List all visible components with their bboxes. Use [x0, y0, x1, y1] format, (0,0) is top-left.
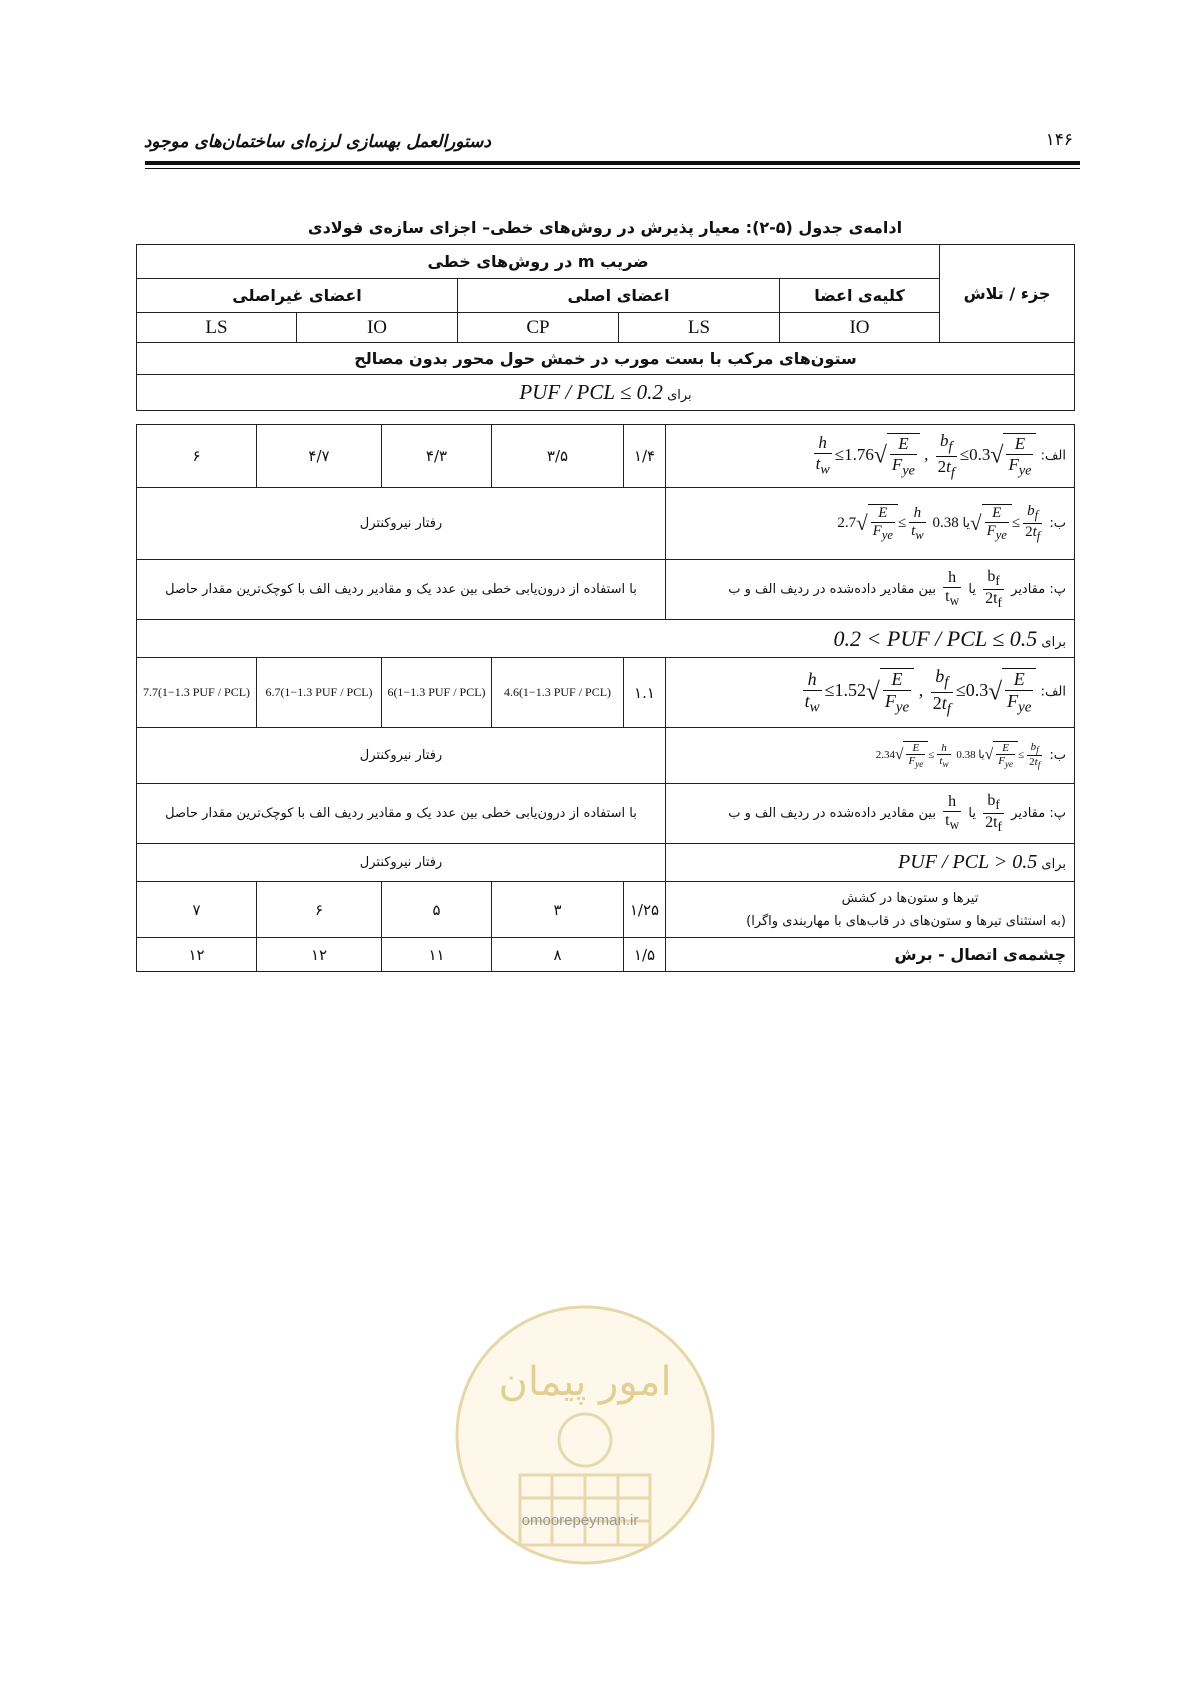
between-label: بین مقادیر داده‌شده در ردیف الف و ب: [728, 582, 936, 597]
alef-label: الف:: [1040, 448, 1066, 464]
ya-label: یا: [962, 515, 971, 531]
panel-secondary-ls: ۱۲: [137, 938, 257, 972]
component-header: جزء / تلاش: [940, 245, 1075, 343]
watermark-logo-text: امور پیمان: [498, 1359, 672, 1405]
case2-criterion-a: [666, 658, 1075, 728]
alef-label: الف:: [1040, 685, 1066, 700]
tension-secondary-io: ۶: [257, 882, 382, 938]
between-label: بین مقادیر داده‌شده در ردیف الف و ب: [728, 806, 936, 821]
slenderness-formula: $\frac{h}{t_w}$ ≤1.52√ $\frac{E}{F_{ye}}$ , $\frac{b_f}{2t_f}$ ≤0.3√ $\frac{E}{F_{ye}}$: [800, 666, 1037, 718]
tension-sublabel: (به استثنای تیرها و ستون‌های در قاب‌های با مهاربندی واگرا): [746, 913, 1066, 929]
case1-a-primary-cp: ۴/۳: [382, 425, 492, 488]
case1-a-secondary-io: ۴/۷: [257, 425, 382, 488]
panel-primary-cp: ۱۱: [382, 938, 492, 972]
case1-a-secondary-ls: ۶: [137, 425, 257, 488]
case1-b-note: رفتار نیروکنترل: [137, 488, 666, 560]
case2-condition-row: [137, 620, 1075, 658]
section-title: ستون‌های مرکب با بست مورب در خمش حول محور بدون مصالح: [137, 343, 1075, 375]
tension-label: تیرها و ستون‌ها در کشش: [841, 890, 979, 906]
ratio-formula: $\frac{h}{t_w}$: [945, 569, 960, 609]
case2-c-note: با استفاده از درون‌یابی خطی بین عدد یک و مقادیر ردیف الف با کوچک‌ترین مقدار حاصل: [137, 784, 666, 844]
case1-condition: PUF / PCL ≤ 0.2: [519, 380, 663, 404]
case2-criterion-c: [666, 784, 1075, 844]
slenderness-formula: $\frac{h}{t_w}$ ≤1.76√ $\frac{E}{F_{ye}}$ , $\frac{b_f}{2t_f}$ ≤0.3√ $\frac{E}{F_{ye}}$: [811, 431, 1037, 481]
ratio-formula: $\frac{b_f}{2t_f}$: [985, 791, 1002, 835]
case2-a-all-io: ۱.۱: [624, 658, 666, 728]
table-caption: ادامه‌ی جدول (۵-۲): معیار پذیرش در روش‌های خطی– اجزای سازه‌ی فولادی: [307, 218, 903, 237]
pe-label: پ:: [1049, 806, 1066, 821]
case3-condition: PUF / PCL > 0.5: [898, 851, 1038, 873]
case2-a-primary-cp: 6(1−1.3 PUF / PCL): [382, 658, 492, 728]
running-header-title: دستورالعمل بهسازی لرزه‌ای ساختمان‌های موجود: [143, 132, 491, 152]
tension-all-io: ۱/۲۵: [624, 882, 666, 938]
watermark-url: omoorepeyman.ir: [521, 1512, 639, 1529]
panel-zone-label: چشمه‌ی اتصال - برش: [666, 938, 1075, 972]
slenderness-formula: 2.34√ $\frac{E}{F_{ye}}$ ≤ $\frac{h}{t_w}$ یا 0.38 √ $\frac{E}{F_{ye}}$ ≤ $\frac{b_f}{2t_f}$: [875, 740, 1041, 771]
slenderness-formula: 2.7√ $\frac{E}{F_{ye}}$ ≤ $\frac{h}{t_w}$ یا 0.38 √ $\frac{E}{F_{ye}}$ ≤ $\frac{b_f}{2t_f}$: [837, 503, 1041, 543]
case1-a-primary-ls: ۳/۵: [492, 425, 624, 488]
level-io-secondary: IO: [297, 313, 458, 343]
case1-a-all-io: ۱/۴: [624, 425, 666, 488]
tension-primary-cp: ۵: [382, 882, 492, 938]
all-members-header: کلیه‌ی اعضا: [780, 279, 940, 313]
be-label: ب:: [1049, 748, 1066, 763]
maghadir-label: مقادیر: [1011, 582, 1046, 597]
case1-criterion-b: [666, 488, 1075, 560]
case2-a-secondary-io: 6.7(1−1.3 PUF / PCL): [257, 658, 382, 728]
case3-note: رفتار نیروکنترل: [137, 844, 666, 882]
m-factor-header: ضریب m در روش‌های خطی: [137, 245, 940, 279]
case2-b-note: رفتار نیروکنترل: [137, 728, 666, 784]
baraye-label: برای: [1041, 857, 1066, 872]
be-label: ب:: [1049, 516, 1066, 531]
ratio-formula: $\frac{b_f}{2t_f}$: [985, 567, 1002, 611]
baraye-label: برای: [667, 388, 692, 403]
table-body-block: [136, 424, 1075, 972]
watermark-logo: [450, 1300, 720, 1570]
header-rule-thin: [145, 168, 1080, 169]
ya-label: یا: [968, 582, 976, 597]
table-header-block: [136, 244, 1075, 411]
tension-primary-ls: ۳: [492, 882, 624, 938]
case1-condition-row: [137, 375, 1075, 411]
secondary-members-header: اعضای غیراصلی: [137, 279, 458, 313]
panel-secondary-io: ۱۲: [257, 938, 382, 972]
case3-condition-cell: [666, 844, 1075, 882]
primary-members-header: اعضای اصلی: [458, 279, 780, 313]
maghadir-label: مقادیر: [1011, 806, 1046, 821]
tension-row-label: [666, 882, 1075, 938]
case1-criterion-a: [666, 425, 1075, 488]
case2-criterion-b: [666, 728, 1075, 784]
level-cp-primary: CP: [458, 313, 619, 343]
panel-primary-ls: ۸: [492, 938, 624, 972]
page-number: ۱۴۶: [1045, 130, 1073, 150]
case1-criterion-c: [666, 560, 1075, 620]
panel-all-io: ۱/۵: [624, 938, 666, 972]
level-io-all: IO: [780, 313, 940, 343]
baraye-label: برای: [1041, 634, 1066, 650]
case1-c-note: با استفاده از درون‌یابی خطی بین عدد یک و مقادیر ردیف الف با کوچک‌ترین مقدار حاصل: [137, 560, 666, 620]
ya-label: یا: [978, 748, 985, 762]
ratio-formula: $\frac{h}{t_w}$: [945, 793, 960, 833]
level-ls-primary: LS: [619, 313, 780, 343]
pe-label: پ:: [1049, 582, 1066, 597]
case2-a-secondary-ls: 7.7(1−1.3 PUF / PCL): [137, 658, 257, 728]
case2-a-primary-ls: 4.6(1−1.3 PUF / PCL): [492, 658, 624, 728]
header-rule-thick: [145, 161, 1080, 165]
level-ls-secondary: LS: [137, 313, 297, 343]
tension-secondary-ls: ۷: [137, 882, 257, 938]
ya-label: یا: [968, 806, 976, 821]
case2-condition: 0.2 < PUF / PCL ≤ 0.5: [833, 625, 1038, 651]
